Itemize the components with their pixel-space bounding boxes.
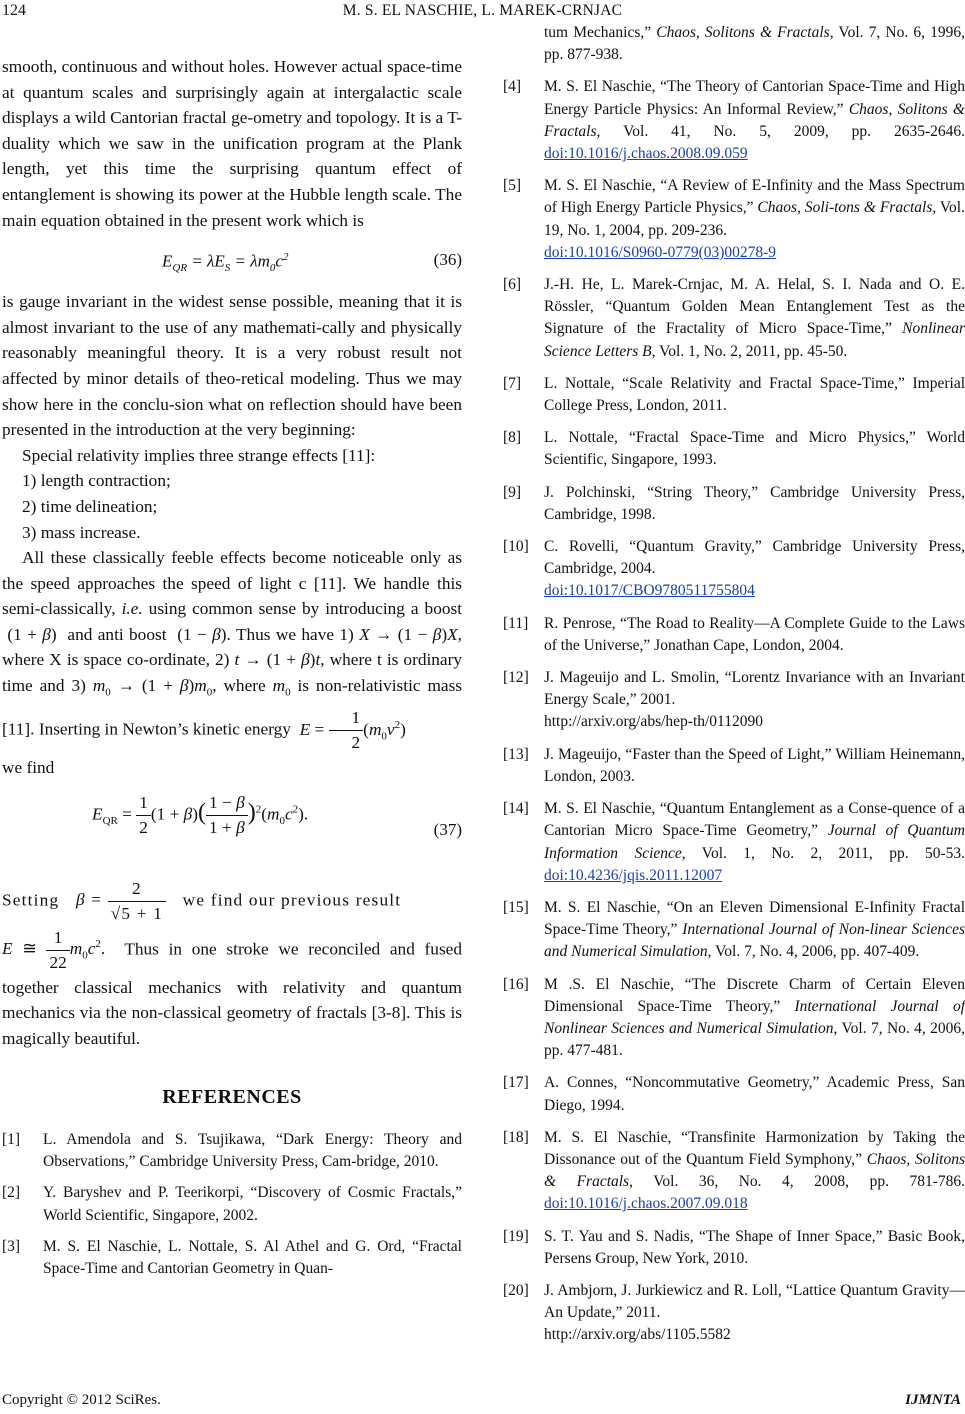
right-column [503, 22, 965, 1357]
reference-6 [503, 274, 965, 363]
doi-link[interactable]: doi:10.1016/j.chaos.2008.09.059 [544, 145, 748, 163]
reference-number: [10] [503, 538, 529, 556]
copyright-notice: Copyright © 2012 SciRes. [2, 1392, 161, 1408]
paragraph-1: smooth, continuous and without holes. However actual space-time at quantum scales and surprisingly again at intergalactic scale displays a wild Cantorian fractal ge-ometry and topology. It is a T-duality which we saw in the unification program at the Plank length, yet this time the surprising quantum effect of entanglement is showing its power at the Hubble length scale. The main equation obtained in the present work which is [2, 57, 462, 230]
inline-math: m [272, 676, 286, 696]
reference-number: [4] [503, 78, 522, 96]
reference-journal: Chaos, Soli-tons & Fractals [757, 199, 933, 217]
reference-text: , Vol. 41, No. 5, 2009, pp. 2635-2646. [596, 122, 965, 140]
journal-abbreviation: IJMNTA [905, 1392, 961, 1408]
reference-text: L. Amendola and S. Tsujikawa, “Dark Energy: Theory and Observations,” Cambridge University Press, Cam-bridge, 2010. [43, 1131, 462, 1171]
reference-text: M. S. El Naschie, “Quantum Entanglement as a Conse-quence of a Cantorian Micro Space-Time Geometry,” [544, 800, 965, 840]
reference-journal: Chaos, Solitons & Fractals [656, 24, 830, 41]
inline-math: (1 + β) [2, 624, 63, 644]
reference-7 [503, 373, 965, 417]
reference-url[interactable]: http://arxiv.org/abs/hep-th/0112090 [544, 713, 763, 731]
reference-text: J.-H. He, L. Marek-Crnjac, M. A. Helal, S. I. Nada and O. E. Rössler, “Quantum Golden Mean Entanglement Test as the Signature of the Fractality of Micro Space-Time,” [544, 276, 965, 338]
reference-14 [503, 798, 965, 887]
p5-text: we find our previous result [182, 890, 402, 910]
reference-13 [503, 744, 965, 788]
p4-text: All these classically feeble effects become noticeable only as the speed approaches the speed of light c [11]. We handle this semi-classically, [2, 548, 462, 619]
p4-text: and anti boost [67, 624, 167, 644]
doi-link[interactable]: doi:10.1016/j.chaos.2007.09.018 [544, 1195, 748, 1213]
reference-text: S. T. Yau and S. Nadis, “The Shape of Inner Space,” Basic Book, Persens Group, New York, 2010. [544, 1227, 965, 1267]
reference-number: [12] [503, 669, 529, 687]
reference-text: M. S. El Naschie, “A Review of E-Infinity and the Mass Spectrum of High Energy Particle Physics,” [544, 177, 965, 217]
p5-text: Setting [2, 890, 60, 910]
reference-number: [20] [503, 1281, 529, 1299]
reference-text: M. S. El Naschie, L. Nottale, S. Al Athel and G. Ord, “Fractal Space-Time and Cantorian Geometry in Quan- [43, 1237, 462, 1278]
paragraph-4: All these classically feeble effects become noticeable only as the speed approaches the speed of light c [11]. We handle this semi-classically, i.e. using common sense by introducing a boost (1 + β) and anti boost (1 − β). Thus we have 1) X → (1 − β)X, where X is space co-ordinate, 2) t → (1 + β)t, where t is ordinary time and 3) $m_0 \to (1 + \beta)m_0$, where $m_0$ is non-relativistic mass [11]. Inserting in Newton’s kinetic energy E = $\frac{1}{2}$ $(m_0v^2)$ [2, 548, 463, 753]
doi-link[interactable]: doi:10.4236/jqis.2011.12007 [544, 866, 723, 884]
equation-36 [2, 239, 462, 283]
reference-text: M. S. El Naschie, “On an Eleven Dimensional E-Infinity Fractal Space-Time Theory,” [544, 898, 965, 939]
p5-text: Thus in one stroke we reconciled and fused together classical mechanics with relativity and quantum mechanics via the non-classical geometry of fractals [3-8]. This is magically beautiful. [2, 939, 462, 1048]
reference-12 [503, 667, 965, 734]
reference-number: [7] [503, 374, 522, 392]
reference-16 [503, 974, 965, 1063]
reference-5 [503, 175, 965, 264]
reference-number: [3] [2, 1237, 21, 1255]
reference-10 [503, 536, 965, 603]
p4-text: using common sense by introducing a boost [142, 599, 463, 619]
reference-text: , Vol. 1, No. 2, 2011, pp. 50-53. [681, 844, 965, 862]
reference-text: R. Penrose, “The Road to Reality—A Complete Guide to the Laws of the Universe,” Jonathan Cape, London, 2004. [544, 614, 965, 654]
reference-text: L. Nottale, “Scale Relativity and Fractal Space-Time,” Imperial College Press, London, 2011. [544, 374, 965, 415]
inline-math: t → (1 + β)t [234, 650, 321, 670]
reference-text: J. Mageuijo and L. Smolin, “Lorentz Invariance with an Invariant Energy Scale,” 2001. [544, 669, 965, 709]
reference-journal: Nonlinear Science Letters B [544, 320, 965, 360]
references-heading: REFERENCES [162, 1086, 302, 1109]
reference-number: [14] [503, 800, 529, 818]
reference-number: [9] [503, 483, 522, 501]
reference-number: [15] [503, 898, 529, 916]
reference-9 [503, 482, 965, 526]
reference-text: tum Mechanics,” [544, 24, 657, 41]
reference-text: M. S. El Naschie, “Transfinite Harmonization by Taking the Dissonance out of the Quantum Field Symphony,” [544, 1128, 965, 1168]
reference-text: M .S. El Naschie, “The Discrete Charm of Certain Eleven Dimensional Space-Time Theory,” [544, 975, 965, 1015]
reference-text: , Vol. 7, No. 6, 1996, pp. 877-938. [544, 24, 965, 64]
paragraph-5a [2, 877, 462, 926]
inline-math: β = $\frac{2}{√5 + 1}$ [76, 890, 166, 909]
reference-journal: Journal of Quantum Information Science [544, 822, 965, 862]
reference-number: [13] [503, 745, 529, 763]
equation-36-number: (36) [433, 250, 462, 270]
list-item: 1) length contraction; [22, 471, 171, 491]
reference-17 [503, 1072, 965, 1116]
inline-math: (1 − β) [171, 624, 227, 644]
reference-text: A. Connes, “Noncommutative Geometry,” Academic Press, San Diego, 1994. [544, 1074, 965, 1114]
reference-url[interactable]: http://arxiv.org/abs/1105.5582 [544, 1326, 731, 1344]
reference-number: [17] [503, 1074, 529, 1092]
p4-text: , where t is ordinary time and 3) [2, 650, 462, 696]
doi-link[interactable]: doi:10.1016/S0960-0779(03)00278-9 [544, 243, 777, 261]
list-item: 3) mass increase. [22, 522, 141, 542]
paragraph-5b [2, 926, 462, 1052]
equation-37-math: $E_{QR}$ = $\frac{1}{2}$ (1 + β)( $\frac{1 - \beta}{1 + \beta}$ )$^2(m_0c^2)$. [92, 792, 309, 837]
reference-8 [503, 427, 965, 471]
reference-19 [503, 1226, 965, 1270]
reference-text: , Vol. 36, No. 4, 2008, pp. 781-786. [629, 1173, 965, 1191]
reference-3 [2, 1236, 462, 1280]
paragraph-3: Special relativity implies three strange effects [11]: [22, 445, 376, 465]
reference-text: , Vol. 7, No. 4, 2006, pp. 407-409. [707, 943, 920, 961]
p4-text: , where X is space co-ordinate, 2) [2, 624, 462, 670]
reference-18 [503, 1127, 965, 1216]
reference-text: , Vol. 7, No. 4, 2006, pp. 477-481. [544, 1019, 965, 1060]
reference-number: [2] [2, 1184, 21, 1202]
page-number: 124 [2, 2, 26, 19]
reference-number: [5] [503, 177, 522, 195]
p4-ie: i.e. [121, 599, 143, 619]
equation-37-number: (37) [433, 819, 462, 839]
reference-number: [8] [503, 429, 522, 447]
reference-1 [2, 1129, 462, 1173]
paragraph-we-find: we find [2, 758, 55, 778]
reference-journal: Chaos, Solitons & Fractals [544, 1150, 965, 1191]
reference-text: J. Polchinski, “String Theory,” Cambridge University Press, Cambridge, 1998. [544, 483, 965, 523]
running-title: M. S. EL NASCHIE, L. MAREK-CRNJAC [342, 2, 623, 19]
reference-text: C. Rovelli, “Quantum Gravity,” Cambridge University Press, Cambridge, 2004. [544, 538, 965, 578]
equation-37 [2, 781, 462, 873]
p4-text: is non-relativistic mass [11]. [2, 676, 463, 739]
equation-36-math: $E_{QR} = \lambda E_S = \lambda m_0c^2$ [162, 251, 289, 275]
inline-math: E ≅ $\frac{1}{22}$ $m_0c^2$. [2, 927, 106, 972]
paragraph-2: is gauge invariant in the widest sense possible, meaning that it is almost invariant to the use of any mathemati-cally and physically reasonably meaningful theory. It is a very robust result not affected by minor details of theo-retical modeling. Thus we may show here in the conclu-sion what on reflection should have been presented in the introduction at the very beginning: [2, 292, 462, 440]
reference-number: [16] [503, 975, 529, 993]
reference-journal: International Journal of Nonlinear Sciences and Numerical Simulation [544, 997, 965, 1037]
inline-math: X [359, 624, 370, 644]
reference-3-continued [503, 22, 965, 66]
list-item: 2) time delineation; [22, 496, 158, 516]
reference-text: , Vol. 19, No. 1, 2004, pp. 209-236. [544, 199, 965, 239]
reference-11 [503, 613, 965, 657]
reference-text: J. Mageuijo, “Faster than the Speed of Light,” William Heinemann, London, 2003. [544, 745, 965, 785]
inline-math: E = $\frac{1}{2}$ $(m_0v^2)$ [299, 708, 406, 753]
p4-text: Inserting in Newton’s kinetic energy [38, 719, 291, 739]
reference-text: L. Nottale, “Fractal Space-Time and Micro Physics,” World Scientific, Singapore, 1993. [544, 429, 965, 469]
reference-text: Y. Baryshev and P. Teerikorpi, “Discovery of Cosmic Fractals,” World Scientific, Singapore, 2002. [43, 1184, 462, 1224]
reference-number: [6] [503, 276, 522, 294]
reference-15 [503, 897, 965, 964]
reference-number: [19] [503, 1227, 529, 1245]
inline-math: $m_0 \to (1 + \beta)m_0$ [92, 676, 213, 699]
doi-link[interactable]: doi:10.1017/CBO9780511755804 [544, 582, 755, 600]
reference-number: [1] [2, 1131, 21, 1149]
p4-text: , where [212, 676, 266, 696]
reference-2 [2, 1182, 462, 1226]
p4-text: Thus we have 1) [235, 624, 354, 644]
reference-number: [11] [503, 614, 529, 632]
reference-journal: Chaos, Solitons & Fractals [544, 100, 965, 140]
reference-number: [18] [503, 1128, 529, 1146]
reference-4 [503, 76, 965, 165]
reference-journal: International Journal of Non-linear Sciences and Numerical Simulation [544, 921, 965, 961]
reference-text: M. S. El Naschie, “The Theory of Cantorian Space-Time and High Energy Particle Physics: An Informal Review,” [544, 78, 965, 118]
reference-20 [503, 1280, 965, 1347]
left-column [2, 54, 462, 1289]
reference-text: J. Ambjorn, J. Jurkiewicz and R. Loll, “Lattice Quantum Gravity—An Update,” 2011. [544, 1281, 965, 1322]
reference-text: , Vol. 1, No. 2, 2011, pp. 45-50. [651, 342, 848, 360]
